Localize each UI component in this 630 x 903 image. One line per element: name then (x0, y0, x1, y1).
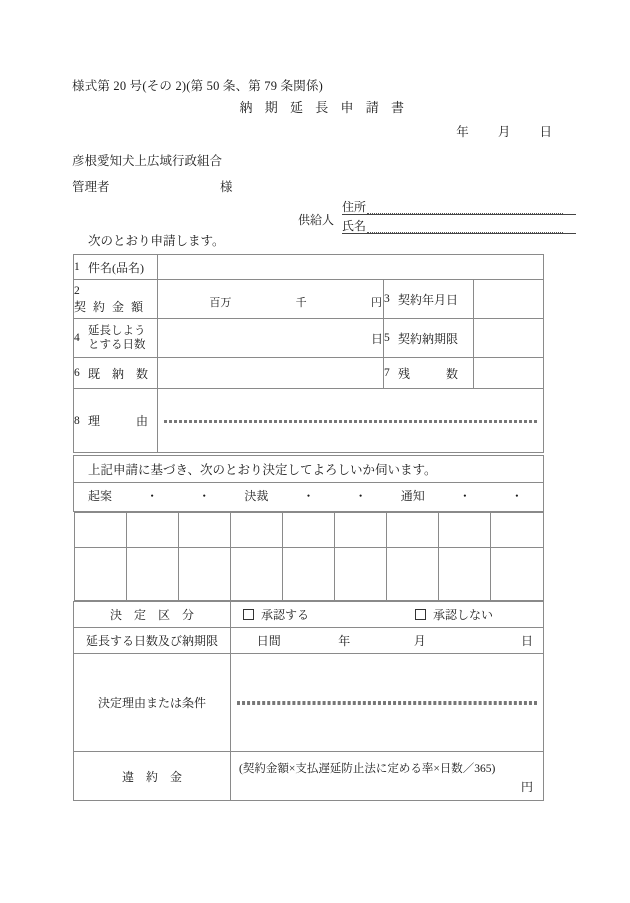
money-unit-3: 百万 (209, 297, 232, 309)
approve-label: 承認する (261, 608, 310, 622)
signature-grid-wrap (74, 512, 544, 602)
row4-label (88, 324, 146, 352)
signature-cell[interactable] (230, 548, 282, 601)
row4-number: 4 (74, 332, 80, 344)
organization-name: 彦根愛知犬上広域行政組合 (72, 154, 223, 168)
decision-statement-cell (74, 456, 544, 483)
row2-number: 2 (74, 285, 80, 298)
table-row (74, 752, 544, 801)
row1-value-cell[interactable] (158, 255, 544, 280)
row8-value-cell[interactable] (158, 389, 544, 453)
contract-amount-grid[interactable] (158, 280, 384, 319)
row1-label: 件名(品名) (88, 260, 144, 275)
table-row (74, 512, 544, 602)
row1-label-cell (74, 255, 158, 280)
table-row (74, 456, 544, 483)
row5-label: 契約納期限 (398, 331, 459, 346)
row2-label-cell (74, 280, 158, 319)
signature-cell[interactable] (74, 548, 126, 601)
row6-label-cell (74, 358, 158, 389)
row4-label-line1: 延長しよう (88, 324, 146, 337)
signature-grid (74, 512, 544, 601)
penalty-formula: (契約金額×支払遅延防止法に定める率×日数／365) (239, 763, 496, 776)
decision-category-options (231, 602, 544, 628)
row3-label-cell (384, 280, 474, 319)
administrator-label: 管理者 (72, 180, 110, 194)
date-day-label: 日 (539, 125, 552, 139)
signature-cell[interactable] (439, 548, 491, 601)
page-title (0, 97, 630, 116)
stage-tsuchi: 通知 (400, 489, 425, 503)
signature-cell[interactable] (282, 548, 334, 601)
row8-label-cell (74, 389, 158, 453)
administrator-row (72, 177, 372, 195)
stage-kian: 起案 (88, 489, 113, 503)
stage-flex (74, 487, 543, 504)
dotted-line (237, 704, 537, 705)
supplier-label: 供給人 (298, 212, 335, 227)
signature-cell[interactable] (335, 513, 387, 548)
approve-option[interactable] (243, 606, 415, 623)
penalty-unit: 円 (521, 779, 534, 794)
supplier-name-field[interactable] (342, 215, 576, 233)
decision-category-label: 決 定 区 分 (74, 602, 231, 628)
date-line (456, 122, 552, 140)
stage-dot-2: ・ (198, 489, 211, 503)
dotted-line (164, 422, 537, 423)
supplier-block (298, 196, 576, 234)
table-row (74, 280, 544, 319)
decision-reason-dotted-area (231, 696, 543, 709)
signature-cell[interactable] (126, 513, 178, 548)
reject-label: 承認しない (433, 608, 494, 622)
money-unit-9: 円 (370, 297, 382, 309)
stage-header (74, 483, 543, 511)
extension-year: 年 (338, 634, 351, 648)
stage-dot-6: ・ (510, 489, 523, 503)
signature-cell[interactable] (178, 548, 230, 601)
row5-label-cell (384, 319, 474, 358)
row1-number: 1 (74, 261, 80, 273)
row8-number: 8 (74, 414, 80, 427)
decision-table (73, 455, 544, 801)
stage-dot-3: ・ (302, 489, 315, 503)
money-unit-6: 千 (295, 297, 307, 309)
table-row (74, 483, 544, 512)
signature-cell[interactable] (126, 548, 178, 601)
decision-reason-label: 決定理由または条件 (74, 654, 231, 752)
reject-option[interactable] (415, 606, 493, 623)
row4-label-cell (74, 319, 158, 358)
signature-cell[interactable] (230, 513, 282, 548)
row4-label-line2: とする日数 (88, 339, 146, 351)
signature-row-1 (74, 513, 543, 548)
form-code: 様式第 20 号(その 2)(第 50 条、第 79 条関係) (72, 79, 323, 93)
signature-cell[interactable] (335, 548, 387, 601)
approve-options (231, 602, 543, 627)
application-table (73, 254, 544, 453)
penalty-label: 違 約 金 (74, 752, 231, 801)
signature-row-2 (74, 548, 543, 601)
signature-cell[interactable] (178, 513, 230, 548)
row2-label: 契 約 金 額 (74, 300, 146, 314)
signature-cell[interactable] (491, 513, 543, 548)
supplier-address-rule (367, 200, 563, 214)
page-title-text: 納 期 延 長 申 請 書 (239, 100, 409, 115)
signature-cell[interactable] (387, 513, 439, 548)
row7-value-cell[interactable] (474, 358, 544, 389)
checkbox-icon[interactable] (243, 609, 254, 620)
stage-dot-5: ・ (458, 489, 471, 503)
stage-kessai: 決裁 (244, 489, 269, 503)
row3-label: 契約年月日 (398, 292, 459, 307)
honorific-label: 様 (220, 180, 233, 194)
row6-label: 既 納 数 (88, 366, 149, 381)
signature-cell[interactable] (439, 513, 491, 548)
row5-value-cell[interactable] (474, 319, 544, 358)
row4-unit: 日 (370, 331, 383, 346)
decision-statement: 上記申請に基づき、次のとおり決定してよろしいか伺います。 (88, 463, 437, 477)
date-year-label: 年 (456, 125, 469, 139)
row7-label-cell (384, 358, 474, 389)
row3-number: 3 (384, 293, 390, 305)
signature-cell[interactable] (282, 513, 334, 548)
checkbox-icon[interactable] (415, 609, 426, 620)
supplier-address-field[interactable] (342, 196, 576, 214)
supplier-name-rule (367, 219, 563, 233)
extension-day: 日 (520, 634, 533, 648)
row5-number: 5 (384, 332, 390, 344)
table-row (74, 255, 544, 280)
row7-label: 残 数 (398, 366, 459, 381)
stage-dot-1: ・ (146, 489, 159, 503)
row8-label: 理 由 (88, 414, 149, 428)
stage-dot-4: ・ (354, 489, 367, 503)
table-row (74, 389, 544, 453)
row6-value-cell[interactable] (158, 358, 384, 389)
extension-fields (231, 628, 543, 653)
extension-value-cell[interactable] (231, 628, 544, 654)
intro-text: 次のとおり申請します。 (88, 234, 225, 248)
table-row (74, 654, 544, 752)
supplier-name-label: 氏名 (342, 219, 367, 233)
row6-number: 6 (74, 367, 80, 379)
extension-label: 延長する日数及び納期限 (74, 628, 231, 654)
signature-cell[interactable] (74, 513, 126, 548)
extension-month: 月 (413, 634, 426, 648)
signature-cell[interactable] (491, 548, 543, 601)
reason-dotted-area (158, 415, 543, 427)
decision-reason-cell[interactable] (231, 654, 544, 752)
row4-value-cell[interactable] (158, 319, 384, 358)
date-month-label: 月 (497, 125, 511, 139)
penalty-cell[interactable] (231, 752, 544, 801)
table-row (74, 628, 544, 654)
row3-value-cell[interactable] (474, 280, 544, 319)
row7-number: 7 (384, 367, 390, 379)
extension-days: 日間 (256, 634, 281, 648)
stage-header-cell (74, 483, 544, 512)
signature-cell[interactable] (387, 548, 439, 601)
supplier-name-underline (342, 233, 576, 234)
table-row (74, 602, 544, 628)
supplier-address-label: 住所 (342, 200, 367, 214)
supplier-fields (342, 196, 576, 234)
table-row (74, 319, 544, 358)
table-row (74, 358, 544, 389)
